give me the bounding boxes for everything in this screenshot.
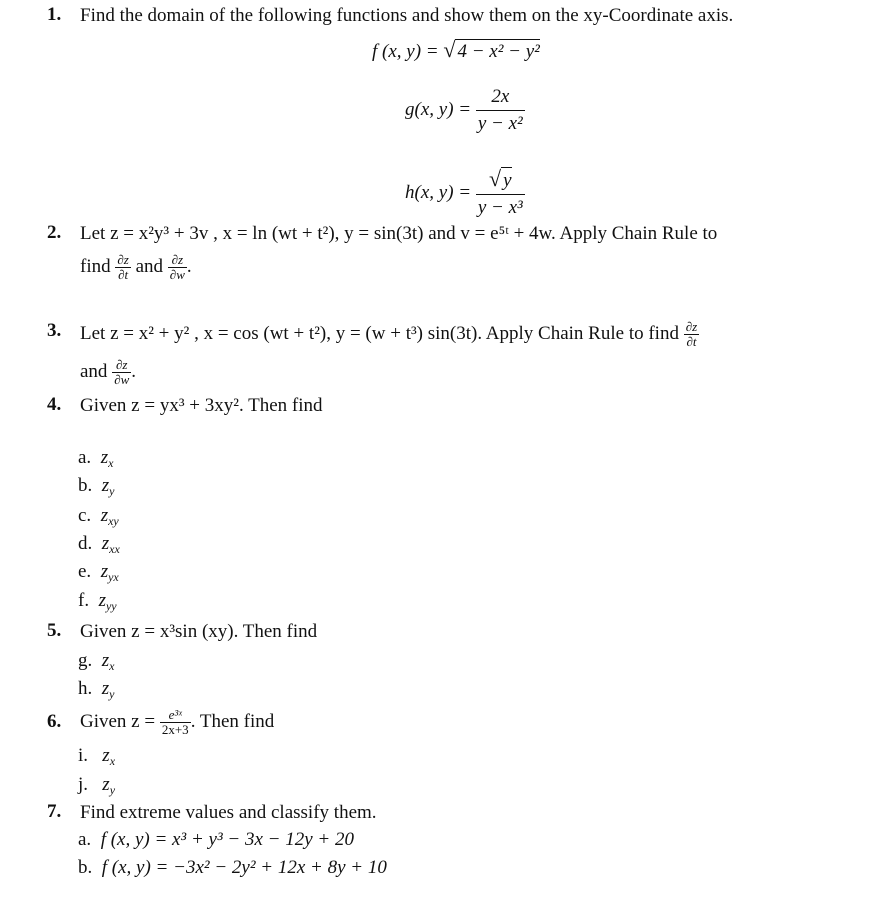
q1-f-function [372, 38, 540, 64]
q6-line [80, 708, 274, 737]
q4-item-f [78, 590, 117, 612]
item-sub: x [109, 659, 115, 673]
q4-text: Given z = yx³ + 3xy². Then find [80, 395, 323, 416]
q1-text: Find the domain of the following functions and show them on the xy-Coordinate axis. [80, 5, 734, 26]
q6-given: Given z = [80, 710, 156, 732]
q1-f-radicand: 4 − x² − y² [457, 41, 540, 62]
q2-number: 2. [47, 222, 62, 243]
q6-item-j [78, 774, 115, 796]
q1-h-numerator [476, 166, 525, 194]
sqrt-symbol: √ [489, 166, 502, 191]
q2-dz-dt [115, 253, 130, 282]
item-label: j. [78, 774, 89, 795]
item-sub: yx [108, 570, 119, 584]
q1-h-lhs: h(x, y) = [405, 181, 472, 203]
item-label: i. [78, 745, 89, 766]
q1-g-function [405, 84, 525, 137]
q5-item-g [78, 650, 114, 672]
item-label: d. [78, 533, 93, 554]
item-expr: z [101, 475, 110, 496]
q1-g-denominator: y − x² [476, 110, 525, 137]
item-sub: x [109, 754, 116, 768]
q4-item-e [78, 561, 119, 583]
q4-number: 4. [47, 394, 62, 415]
item-label: e. [78, 561, 92, 582]
q3-and: and [80, 360, 108, 382]
q2-dw: ∂w [169, 267, 185, 282]
q1-f-lhs: f (x, y) = [372, 41, 444, 62]
q6-numerator: e³ˣ [168, 707, 182, 722]
q2-line1: Let z = x²y³ + 3v , x = ln (wt + t²), y = sin(3t) and v = e⁵ᵗ + 4w. Apply Chain Rule to [80, 223, 718, 244]
q2-find: find [80, 255, 111, 277]
q2-dz2: ∂z [171, 252, 184, 267]
item-sub: x [108, 456, 114, 470]
item-expr: z [102, 745, 110, 766]
q7-text: Find extreme values and classify them. [80, 802, 377, 823]
q4-item-d [78, 533, 120, 555]
q1-g-fraction [476, 84, 525, 137]
item-expr: z [98, 590, 106, 611]
q7-item-a [78, 829, 354, 851]
item-label: a. [78, 829, 92, 850]
q3-dt: ∂t [684, 334, 699, 349]
item-expr: z [101, 678, 110, 699]
item-expr: z [101, 533, 110, 554]
q3-dw: ∂w [114, 372, 130, 387]
q4-item-c [78, 505, 119, 527]
item-sub: xy [108, 514, 119, 528]
item-label: h. [78, 678, 93, 699]
q3-dz-dt [684, 320, 699, 349]
q3-dz2: ∂z [116, 357, 128, 372]
q4-item-b [78, 475, 114, 497]
item-label: f. [78, 590, 90, 611]
q1-h-denominator: y − x³ [476, 194, 525, 221]
item-label: c. [78, 505, 92, 526]
item-label: b. [78, 857, 93, 878]
item-expr: z [100, 505, 109, 526]
q3-line1 [80, 320, 699, 349]
q3-number: 3. [47, 320, 62, 341]
q3-dz: ∂z [685, 319, 698, 334]
q2-line2: find $\frac{\partial z}{\partial t}$ and $\frac{\partial z}{\partial w}$ . [80, 252, 192, 282]
item-expr: z [101, 650, 110, 671]
item-expr: z [100, 561, 109, 582]
q7-item-b [78, 857, 387, 879]
item-label: a. [78, 447, 92, 468]
q4-item-a [78, 447, 113, 469]
item-label: g. [78, 650, 93, 671]
item-expr: z [102, 774, 110, 795]
q6-then: . Then find [190, 710, 275, 732]
q3-line2: and $\frac{\partial z}{\partial w}$ . [80, 357, 137, 387]
q1-h-function [405, 166, 525, 221]
q1-h-radicand: y [501, 167, 511, 194]
q5-number: 5. [47, 620, 62, 641]
q6-fraction [160, 708, 191, 737]
item-sub: y [109, 484, 115, 498]
q1-g-lhs: g(x, y) = [405, 98, 472, 120]
q2-dz-dw [168, 253, 187, 282]
q2-dz: ∂z [117, 252, 129, 267]
q2-dt: ∂t [115, 267, 130, 282]
q1-g-numerator: 2x [491, 86, 510, 107]
q5-text: Given z = x³sin (xy). Then find [80, 621, 318, 642]
q3-text: Let z = x² + y² , x = cos (wt + t²), y = (w + t³) sin(3t). Apply Chain Rule to find [80, 322, 679, 344]
item-label: b. [78, 475, 93, 496]
q7-number: 7. [47, 801, 62, 822]
item-sub: xx [109, 542, 120, 556]
q1-number: 1. [47, 4, 62, 25]
q2-and: and [135, 255, 164, 277]
q6-number: 6. [47, 711, 62, 732]
item-sub: yy [105, 599, 117, 613]
item-expr: f (x, y) = x³ + y³ − 3x − 12y + 20 [100, 829, 354, 850]
q6-denominator: 2x+3 [161, 722, 189, 737]
q5-item-h [78, 678, 114, 700]
sqrt-symbol: √ [443, 37, 456, 62]
item-expr: z [100, 447, 109, 468]
item-expr: f (x, y) = −3x² − 2y² + 12x + 8y + 10 [101, 857, 387, 878]
item-sub: y [109, 687, 115, 701]
item-sub: y [109, 783, 116, 797]
q1-h-fraction [476, 166, 525, 221]
q3-dz-dw [112, 358, 131, 387]
q6-item-i [78, 745, 115, 767]
